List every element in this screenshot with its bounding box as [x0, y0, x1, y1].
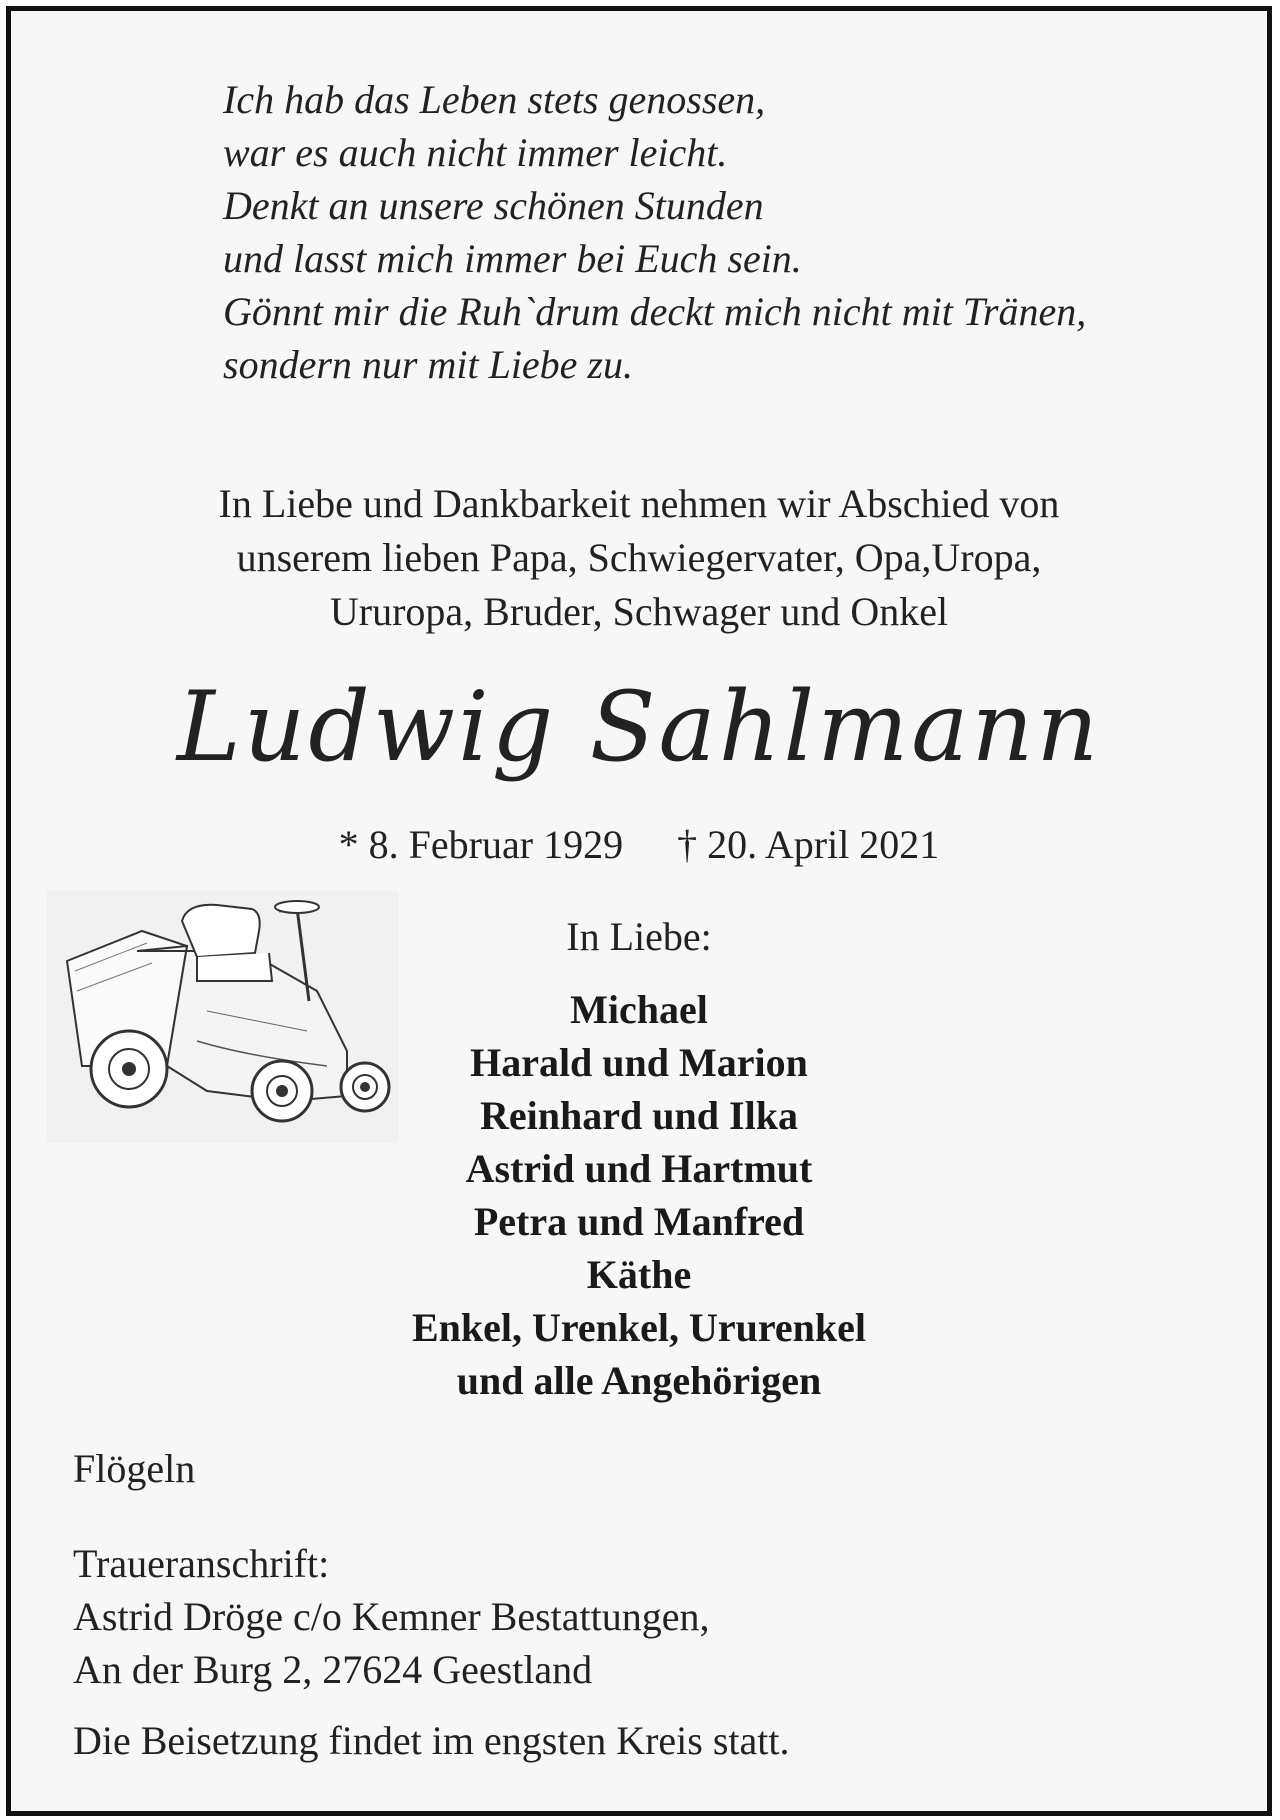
poem-line: Gönnt mir die Ruh`drum deckt mich nicht mit Tränen,: [223, 289, 1087, 334]
mourner-name: Reinhard und Ilka: [480, 1093, 798, 1138]
intro-line: In Liebe und Dankbarkeit nehmen wir Abschied von: [218, 481, 1060, 526]
mourner-name: Michael: [570, 987, 708, 1032]
address-line: An der Burg 2, 27624 Geestland: [73, 1647, 593, 1692]
mourner-name: Harald und Marion: [470, 1040, 808, 1085]
address-label: Traueranschrift:: [73, 1541, 330, 1586]
poem-line: war es auch nicht immer leicht.: [223, 130, 728, 175]
deceased-name: Ludwig Sahlmann: [176, 671, 1102, 783]
mourner-name: Enkel, Urenkel, Ururenkel: [411, 1305, 867, 1350]
life-dates: [11, 821, 1267, 868]
mourners-list: [11, 983, 1267, 1407]
poem-line: Ich hab das Leben stets genossen,: [223, 77, 766, 122]
mourner-name: und alle Angehörigen: [456, 1358, 822, 1403]
mourner-name: Käthe: [586, 1252, 692, 1297]
mourning-address: [73, 1537, 710, 1696]
poem-line: und lasst mich immer bei Euch sein.: [223, 236, 802, 281]
death-date: † 20. April 2021: [677, 822, 940, 867]
intro-line: unserem lieben Papa, Schwiegervater, Opa,Uropa,: [236, 535, 1042, 580]
mourner-name: Petra und Manfred: [473, 1199, 805, 1244]
place: Flögeln: [73, 1446, 196, 1491]
birth-date: * 8. Februar 1929: [338, 822, 624, 867]
poem-line: sondern nur mit Liebe zu.: [223, 342, 633, 387]
poem-line: Denkt an unsere schönen Stunden: [223, 183, 764, 228]
mourner-name: Astrid und Hartmut: [465, 1146, 813, 1191]
farewell-intro: [11, 477, 1267, 639]
obituary-card: [6, 6, 1272, 1816]
funeral-note: Die Beisetzung findet im engsten Kreis statt.: [73, 1718, 790, 1763]
intro-line: Ururopa, Bruder, Schwager und Onkel: [329, 589, 949, 634]
poem: [223, 73, 1223, 391]
address-line: Astrid Dröge c/o Kemner Bestattungen,: [73, 1594, 710, 1639]
mourners-heading: In Liebe:: [566, 914, 712, 959]
